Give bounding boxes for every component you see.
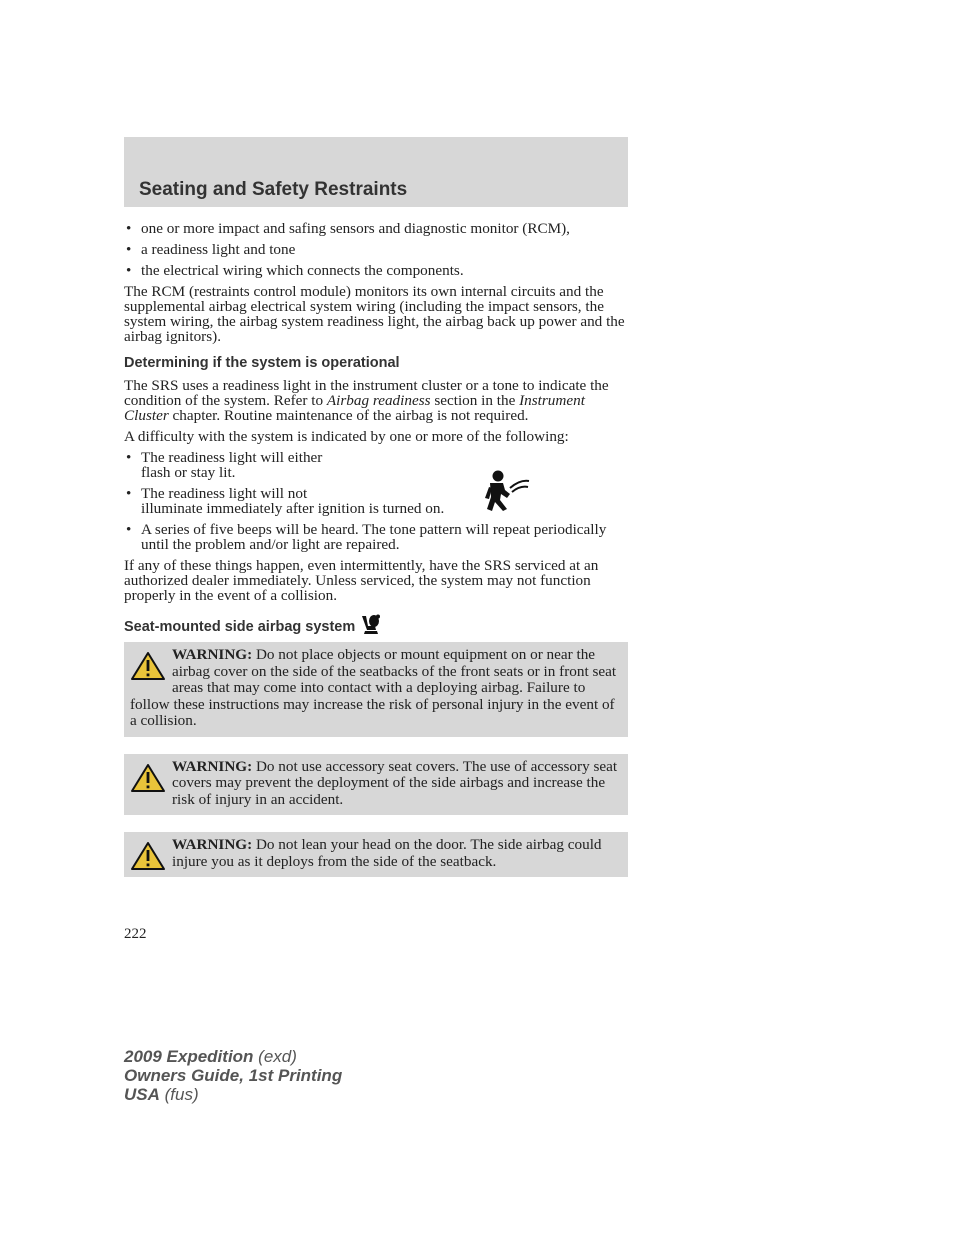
section-title: Seating and Safety Restraints bbox=[139, 179, 408, 200]
page-content bbox=[124, 221, 628, 877]
section-heading-operational: Determining if the system is operational bbox=[124, 355, 400, 371]
rcm-paragraph: The RCM (restraints control module) monitors its own internal circuits and the supplemental airbag electrical system wiring (including the impact sensors, the system wiring, the airbag system readiness light, the airbag back up power and the airbag ignitors). bbox=[124, 283, 625, 345]
airbag-readiness-reference: Airbag readiness bbox=[326, 392, 431, 409]
warning-label: WARNING: bbox=[172, 646, 253, 663]
srs-paragraph: The SRS uses a readiness light in the instrument cluster or a tone to indicate the condition of the system. Refer to Airbag readiness section in the Instrument Cluster chapter. Routine maintenance of the airbag is not required. bbox=[124, 377, 609, 424]
warning-box bbox=[124, 832, 628, 877]
service-paragraph: If any of these things happen, even intermittently, have the SRS serviced at an authorized dealer immediately. Unless serviced, the system may not function properly in the event of a collision. bbox=[124, 557, 599, 604]
list-item: • one or more impact and safing sensors and diagnostic monitor (RCM), bbox=[124, 221, 628, 236]
warning-label: WARNING: bbox=[172, 757, 253, 775]
warning-triangle-icon bbox=[130, 841, 166, 871]
warning-text: Do not use accessory seat covers. The use of accessory seat covers may prevent the deployment of the side airbags and increase the risk of injury in an accident. bbox=[172, 757, 618, 808]
list-item: • The readiness light will not illuminate immediately after ignition is turned on. bbox=[124, 486, 628, 516]
difficulty-list bbox=[124, 450, 628, 552]
page-number: 222 bbox=[124, 926, 147, 942]
section-header bbox=[124, 137, 628, 207]
footer-line: 2009 Expedition (exd) bbox=[124, 1047, 297, 1066]
section-heading-side-airbag: Seat-mounted side airbag system bbox=[124, 614, 628, 636]
warning-triangle-icon bbox=[130, 763, 166, 793]
warning-text: Do not place objects or mount equipment on or near the airbag cover on the side of the seatbacks of the front seats or in front seat areas that may come into contact with a deploying airbag. Failure to follow these instructions may increase the risk of personal injury in the event of a collision. bbox=[130, 646, 617, 729]
component-list bbox=[124, 221, 628, 278]
list-item: • a readiness light and tone bbox=[124, 242, 628, 257]
warning-triangle-icon bbox=[130, 651, 166, 681]
warning-text: Do not lean your head on the door. The side airbag could injure you as it deploys from the side of the seatback. bbox=[172, 836, 602, 870]
warning-label: WARNING: bbox=[172, 836, 253, 853]
footer-line: USA (fus) bbox=[124, 1085, 199, 1104]
footer bbox=[124, 1047, 342, 1104]
instrument-cluster-reference: Instrument Cluster bbox=[124, 392, 585, 424]
warning-box bbox=[124, 642, 628, 737]
warning-box bbox=[124, 754, 628, 816]
footer-line: Owners Guide, 1st Printing bbox=[124, 1066, 343, 1085]
difficulty-paragraph: A difficulty with the system is indicated by one or more of the following: bbox=[124, 428, 569, 445]
list-item: • A series of five beeps will be heard. The tone pattern will repeat periodically until the problem and/or light are repaired. bbox=[124, 522, 628, 552]
list-item: • The readiness light will either flash or stay lit. bbox=[124, 450, 628, 480]
list-item: • the electrical wiring which connects the components. bbox=[124, 263, 628, 278]
seat-side-airbag-icon bbox=[359, 614, 383, 636]
